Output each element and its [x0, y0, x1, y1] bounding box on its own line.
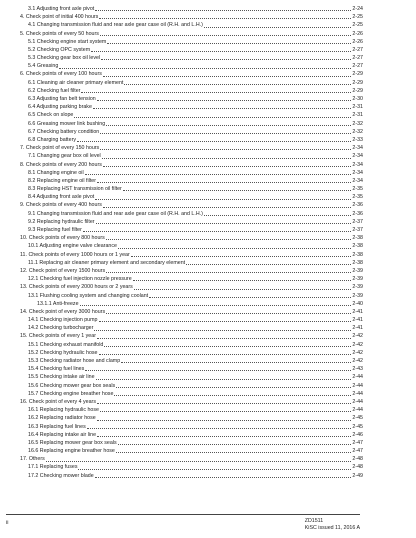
- dot-leader: [204, 27, 352, 28]
- toc-entry-page: 2-43: [352, 366, 363, 373]
- toc-entry[interactable]: [20, 152, 363, 160]
- toc-entry-page: 2-39: [352, 284, 363, 291]
- dot-leader: [116, 452, 352, 453]
- toc-entry[interactable]: [20, 202, 363, 210]
- dot-leader: [99, 18, 351, 19]
- toc-entry-title: 15.4 Checking fuel lines: [28, 366, 85, 373]
- toc-entry[interactable]: [20, 292, 363, 300]
- toc-entry-title: 15.7 Checking engine breather hose: [28, 390, 114, 397]
- toc-entry[interactable]: [20, 185, 363, 193]
- toc-entry-title: 12.1 Checking fuel injection nozzle pressure: [28, 276, 132, 283]
- toc-entry-page: 2-44: [352, 374, 363, 381]
- toc-entry-title: 10. Check points of every 800 hours: [20, 235, 105, 242]
- toc-entry-title: 15. Check points of every 1 year: [20, 333, 96, 340]
- dot-leader: [85, 370, 351, 371]
- toc-entry-title: 15.5 Checking intake air line: [28, 374, 95, 381]
- toc-entry[interactable]: [20, 120, 363, 128]
- toc-entry-title: 16.2 Replacing radiator hose: [28, 415, 96, 422]
- toc-entry-title: 16.1 Replacing hydraulic hose: [28, 407, 99, 414]
- toc-entry-page: 2-34: [352, 161, 363, 168]
- dot-leader: [87, 428, 352, 429]
- toc-entry-title: 4. Check point of initial 400 hours: [20, 14, 99, 21]
- toc-entry-page: 2-42: [352, 349, 363, 356]
- toc-entry-title: 17.1 Replacing fuses: [28, 464, 78, 471]
- toc-entry-title: 6.2 Checking fuel filter: [28, 87, 81, 94]
- toc-entry[interactable]: [20, 406, 363, 414]
- toc-entry-page: 2-33: [352, 136, 363, 143]
- toc-entry[interactable]: [20, 62, 363, 70]
- toc-entry[interactable]: [20, 177, 363, 185]
- toc-entry-title: 6.3 Adjusting fan belt tension: [28, 96, 96, 103]
- toc-entry-title: 15.1 Checking exhaust manifold: [28, 341, 104, 348]
- dot-leader: [95, 199, 351, 200]
- toc-entry-title: 6.4 Adjusting parking brake: [28, 104, 92, 111]
- dot-leader: [80, 305, 352, 306]
- toc-entry-page: 2-41: [352, 308, 363, 315]
- dot-leader: [99, 321, 352, 322]
- issue-info: KiSC issued 11, 2016 A: [304, 524, 360, 531]
- toc-entry-page: 2-32: [352, 128, 363, 135]
- toc-entry[interactable]: [20, 234, 363, 242]
- toc-entry[interactable]: [20, 455, 363, 463]
- toc-entry-title: 5.4 Greasing: [28, 63, 59, 70]
- toc-entry-title: 5.2 Checking OPC system: [28, 46, 91, 53]
- toc-entry-page: 2-45: [352, 423, 363, 430]
- toc-entry[interactable]: [20, 251, 363, 259]
- toc-entry[interactable]: [20, 210, 363, 218]
- toc-entry[interactable]: [20, 226, 363, 234]
- dot-leader: [103, 207, 352, 208]
- page-number: ii: [6, 520, 9, 526]
- toc-entry[interactable]: [20, 472, 363, 480]
- dot-leader: [97, 436, 351, 437]
- toc-entry[interactable]: [20, 390, 363, 398]
- dot-leader: [118, 444, 352, 445]
- toc-entry-page: 2-41: [352, 325, 363, 332]
- toc-entry-title: 15.2 Checking hydraulic hose: [28, 349, 98, 356]
- dot-leader: [116, 387, 351, 388]
- toc-entry-page: 2-26: [352, 38, 363, 45]
- toc-entry-page: 2-42: [352, 341, 363, 348]
- toc-entry[interactable]: [20, 373, 363, 381]
- toc-entry-title: 16.6 Replacing engine breather hose: [28, 448, 115, 455]
- toc-entry-title: 15.6 Checking mower gear box seals: [28, 382, 116, 389]
- toc-entry-page: 2-47: [352, 448, 363, 455]
- toc-entry-page: 2-44: [352, 398, 363, 405]
- toc-entry[interactable]: [20, 333, 363, 341]
- toc-entry-title: 17.2 Checking mower blade: [28, 472, 94, 479]
- dot-leader: [96, 223, 352, 224]
- dot-leader: [121, 362, 351, 363]
- toc-entry-title: 6.1 Cleaning air cleaner primary element: [28, 79, 124, 86]
- footer-doc-info: [305, 518, 360, 531]
- toc-entry-page: 2-31: [352, 104, 363, 111]
- toc-entry-page: 2-24: [352, 5, 363, 12]
- dot-leader: [106, 239, 352, 240]
- toc-entry-page: 2-27: [352, 63, 363, 70]
- toc-entry-title: 14.2 Checking turbocharger: [28, 325, 94, 332]
- toc-entry-page: 2-35: [352, 194, 363, 201]
- toc-entry-page: 2-45: [352, 415, 363, 422]
- toc-entry[interactable]: [20, 95, 363, 103]
- doc-code: ZD1511: [304, 518, 324, 524]
- toc-entry-title: 9.1 Changing transmission fluid and rear axle gear case oil (R.H. and L.H.): [28, 210, 203, 217]
- toc-entry-title: 8. Check points of every 200 hours: [20, 161, 102, 168]
- toc-entry-title: 5.1 Checking engine start system: [28, 38, 107, 45]
- toc-entry-page: 2-42: [352, 358, 363, 365]
- toc-entry-page: 2-32: [352, 120, 363, 127]
- toc-entry-title: 6. Check points of every 100 hours: [20, 71, 102, 78]
- toc-entry[interactable]: [20, 447, 363, 455]
- toc-entry-page: 2-44: [352, 390, 363, 397]
- toc-entry-title: 13.1 Flushing cooling system and changing coolant: [28, 292, 149, 299]
- toc-entry-title: 9.2 Replacing hydraulic filter: [28, 218, 95, 225]
- toc-entry-title: 8.2 Replacing engine oil filter: [28, 177, 97, 184]
- toc-entry[interactable]: [20, 38, 363, 46]
- dot-leader: [134, 289, 352, 290]
- dot-leader: [83, 231, 352, 232]
- toc-entry-page: 2-38: [352, 251, 363, 258]
- toc-entry-title: 9. Check points of every 400 hours: [20, 202, 102, 209]
- toc-entry[interactable]: [20, 136, 363, 144]
- toc-entry-page: 2-47: [352, 439, 363, 446]
- toc-entry[interactable]: [20, 21, 363, 29]
- toc-entry[interactable]: [20, 259, 363, 267]
- toc-entry[interactable]: [20, 103, 363, 111]
- toc-entry-title: 17. Others: [20, 456, 45, 463]
- toc-entry-page: 2-40: [352, 300, 363, 307]
- toc-entry-title: 10.1 Adjusting engine valve clearance: [28, 243, 117, 250]
- dot-leader: [107, 43, 351, 44]
- toc-entry-title: 8.1 Changing engine oil: [28, 169, 84, 176]
- dot-leader: [96, 379, 352, 380]
- toc-entry[interactable]: [20, 316, 363, 324]
- dot-leader: [102, 158, 352, 159]
- dot-leader: [100, 133, 351, 134]
- dot-leader: [114, 395, 351, 396]
- toc-entry-page: 2-30: [352, 96, 363, 103]
- toc-entry-page: 2-39: [352, 276, 363, 283]
- toc-entry[interactable]: [20, 193, 363, 201]
- toc-entry-title: 16.5 Replacing mower gear box seals: [28, 439, 117, 446]
- toc-entry-page: 2-44: [352, 382, 363, 389]
- toc-entry-page: 2-34: [352, 177, 363, 184]
- toc-entry[interactable]: [20, 431, 363, 439]
- toc-entry[interactable]: [20, 439, 363, 447]
- dot-leader: [118, 248, 351, 249]
- toc-entry-page: 2-27: [352, 55, 363, 62]
- toc-entry[interactable]: [20, 144, 363, 152]
- toc-entry-page: 2-34: [352, 153, 363, 160]
- dot-leader: [78, 469, 351, 470]
- dot-leader: [85, 174, 352, 175]
- toc-entry-page: 2-38: [352, 259, 363, 266]
- toc-entry-page: 2-37: [352, 218, 363, 225]
- table-of-contents: [20, 5, 363, 480]
- toc-entry[interactable]: [20, 46, 363, 54]
- toc-entry-page: 2-34: [352, 145, 363, 152]
- toc-entry[interactable]: [20, 71, 363, 79]
- dot-leader: [204, 215, 352, 216]
- toc-entry[interactable]: [20, 365, 363, 373]
- footer-rule: [6, 514, 360, 515]
- toc-entry-page: 2-36: [352, 210, 363, 217]
- toc-entry-title: 6.8 Charging battery: [28, 136, 76, 143]
- toc-entry-title: 11. Check points of every 1000 hours or 1 year: [20, 251, 130, 258]
- dot-leader: [123, 190, 352, 191]
- toc-entry-page: 2-39: [352, 267, 363, 274]
- toc-entry-title: 16.3 Replacing fuel lines: [28, 423, 86, 430]
- toc-entry[interactable]: [20, 54, 363, 62]
- toc-entry[interactable]: [20, 398, 363, 406]
- toc-entry-page: 2-31: [352, 112, 363, 119]
- toc-entry-page: 2-49: [352, 472, 363, 479]
- dot-leader: [106, 125, 351, 126]
- toc-entry[interactable]: [20, 464, 363, 472]
- dot-leader: [97, 100, 352, 101]
- toc-entry[interactable]: [20, 169, 363, 177]
- toc-entry-page: 2-48: [352, 464, 363, 471]
- dot-leader: [106, 272, 351, 273]
- dot-leader: [91, 51, 351, 52]
- toc-entry-page: 2-41: [352, 317, 363, 324]
- dot-leader: [95, 477, 352, 478]
- dot-leader: [74, 117, 351, 118]
- dot-leader: [95, 10, 351, 11]
- dot-leader: [100, 35, 351, 36]
- toc-entry-title: 13.1.1 Anti-freeze: [37, 300, 79, 307]
- toc-entry-title: 16. Check point of every 4 years: [20, 398, 96, 405]
- dot-leader: [46, 461, 352, 462]
- toc-entry-page: 2-35: [352, 186, 363, 193]
- toc-entry-title: 15.3 Checking radiator hose and clamp: [28, 358, 121, 365]
- toc-entry-page: 2-29: [352, 71, 363, 78]
- dot-leader: [186, 264, 351, 265]
- toc-entry-title: 16.4 Replacing intake air line: [28, 431, 97, 438]
- dot-leader: [100, 411, 351, 412]
- dot-leader: [81, 92, 351, 93]
- dot-leader: [101, 59, 351, 60]
- toc-entry-page: 2-27: [352, 46, 363, 53]
- toc-entry-page: 2-48: [352, 456, 363, 463]
- dot-leader: [97, 182, 351, 183]
- toc-entry-page: 2-25: [352, 14, 363, 21]
- toc-entry-title: 6.6 Greasing mower link bushing: [28, 120, 106, 127]
- toc-entry-title: 6.7 Checking battery condition: [28, 128, 100, 135]
- dot-leader: [59, 68, 351, 69]
- toc-entry-title: 14.1 Checking injection pump: [28, 317, 98, 324]
- toc-entry-title: 7.1 Changing gear box oil level: [28, 153, 101, 160]
- toc-entry[interactable]: [20, 218, 363, 226]
- toc-entry[interactable]: [20, 324, 363, 332]
- toc-entry-title: 3.1 Adjusting front axle pivot: [28, 5, 95, 12]
- toc-entry-title: 7. Check point of every 150 hours: [20, 145, 100, 152]
- toc-entry-page: 2-34: [352, 169, 363, 176]
- dot-leader: [97, 338, 351, 339]
- toc-entry[interactable]: [20, 87, 363, 95]
- toc-entry-title: 5.3 Checking gear box oil level: [28, 55, 101, 62]
- dot-leader: [103, 166, 352, 167]
- toc-entry-page: 2-29: [352, 79, 363, 86]
- toc-entry[interactable]: [20, 414, 363, 422]
- toc-entry-page: 2-37: [352, 227, 363, 234]
- toc-entry-title: 9.3 Replacing fuel filter: [28, 227, 82, 234]
- toc-entry[interactable]: [20, 5, 363, 13]
- toc-entry[interactable]: [20, 111, 363, 119]
- dot-leader: [77, 141, 351, 142]
- toc-entry[interactable]: [20, 349, 363, 357]
- toc-entry-title: 6.5 Check on slope: [28, 112, 74, 119]
- toc-entry[interactable]: [20, 79, 363, 87]
- toc-entry-page: 2-36: [352, 202, 363, 209]
- toc-entry-page: 2-26: [352, 30, 363, 37]
- toc-entry[interactable]: [20, 382, 363, 390]
- toc-entry-title: 11.1 Replacing air cleaner primary element and secondary element: [28, 259, 186, 266]
- dot-leader: [97, 420, 352, 421]
- toc-entry[interactable]: [20, 30, 363, 38]
- toc-entry[interactable]: [20, 128, 363, 136]
- toc-entry[interactable]: [20, 300, 363, 308]
- toc-entry-page: 2-38: [352, 235, 363, 242]
- toc-entry-title: 13. Check points of every 2000 hours or 2 years: [20, 284, 133, 291]
- toc-entry-title: 14. Check point of every 3000 hours: [20, 308, 106, 315]
- dot-leader: [133, 280, 352, 281]
- dot-leader: [103, 76, 352, 77]
- dot-leader: [149, 297, 351, 298]
- dot-leader: [106, 313, 351, 314]
- dot-leader: [94, 330, 351, 331]
- dot-leader: [93, 108, 351, 109]
- toc-entry[interactable]: [20, 161, 363, 169]
- toc-entry[interactable]: [20, 357, 363, 365]
- toc-entry-page: 2-38: [352, 243, 363, 250]
- toc-entry-title: 8.3 Replacing HST transmission oil filter: [28, 186, 122, 193]
- dot-leader: [131, 256, 352, 257]
- toc-entry-title: 12. Check point of every 1500 hours: [20, 267, 106, 274]
- toc-entry-page: 2-25: [352, 22, 363, 29]
- toc-entry-title: 8.4 Adjusting front axle pivot: [28, 194, 95, 201]
- toc-entry[interactable]: [20, 423, 363, 431]
- dot-leader: [99, 354, 352, 355]
- toc-entry-title: 4.1 Changing transmission fluid and rear axle gear case oil (R.H. and L.H.): [28, 22, 203, 29]
- toc-entry[interactable]: [20, 341, 363, 349]
- toc-entry[interactable]: [20, 242, 363, 250]
- toc-entry-title: 5. Check points of every 50 hours: [20, 30, 99, 37]
- toc-entry[interactable]: [20, 275, 363, 283]
- toc-entry-page: 2-46: [352, 431, 363, 438]
- toc-entry[interactable]: [20, 308, 363, 316]
- toc-entry-page: 2-29: [352, 87, 363, 94]
- toc-entry-page: 2-42: [352, 333, 363, 340]
- dot-leader: [124, 84, 351, 85]
- toc-entry[interactable]: [20, 283, 363, 291]
- dot-leader: [97, 403, 351, 404]
- toc-entry-page: 2-44: [352, 407, 363, 414]
- dot-leader: [104, 346, 351, 347]
- toc-entry-page: 2-39: [352, 292, 363, 299]
- toc-entry[interactable]: [20, 13, 363, 21]
- toc-entry[interactable]: [20, 267, 363, 275]
- dot-leader: [100, 149, 351, 150]
